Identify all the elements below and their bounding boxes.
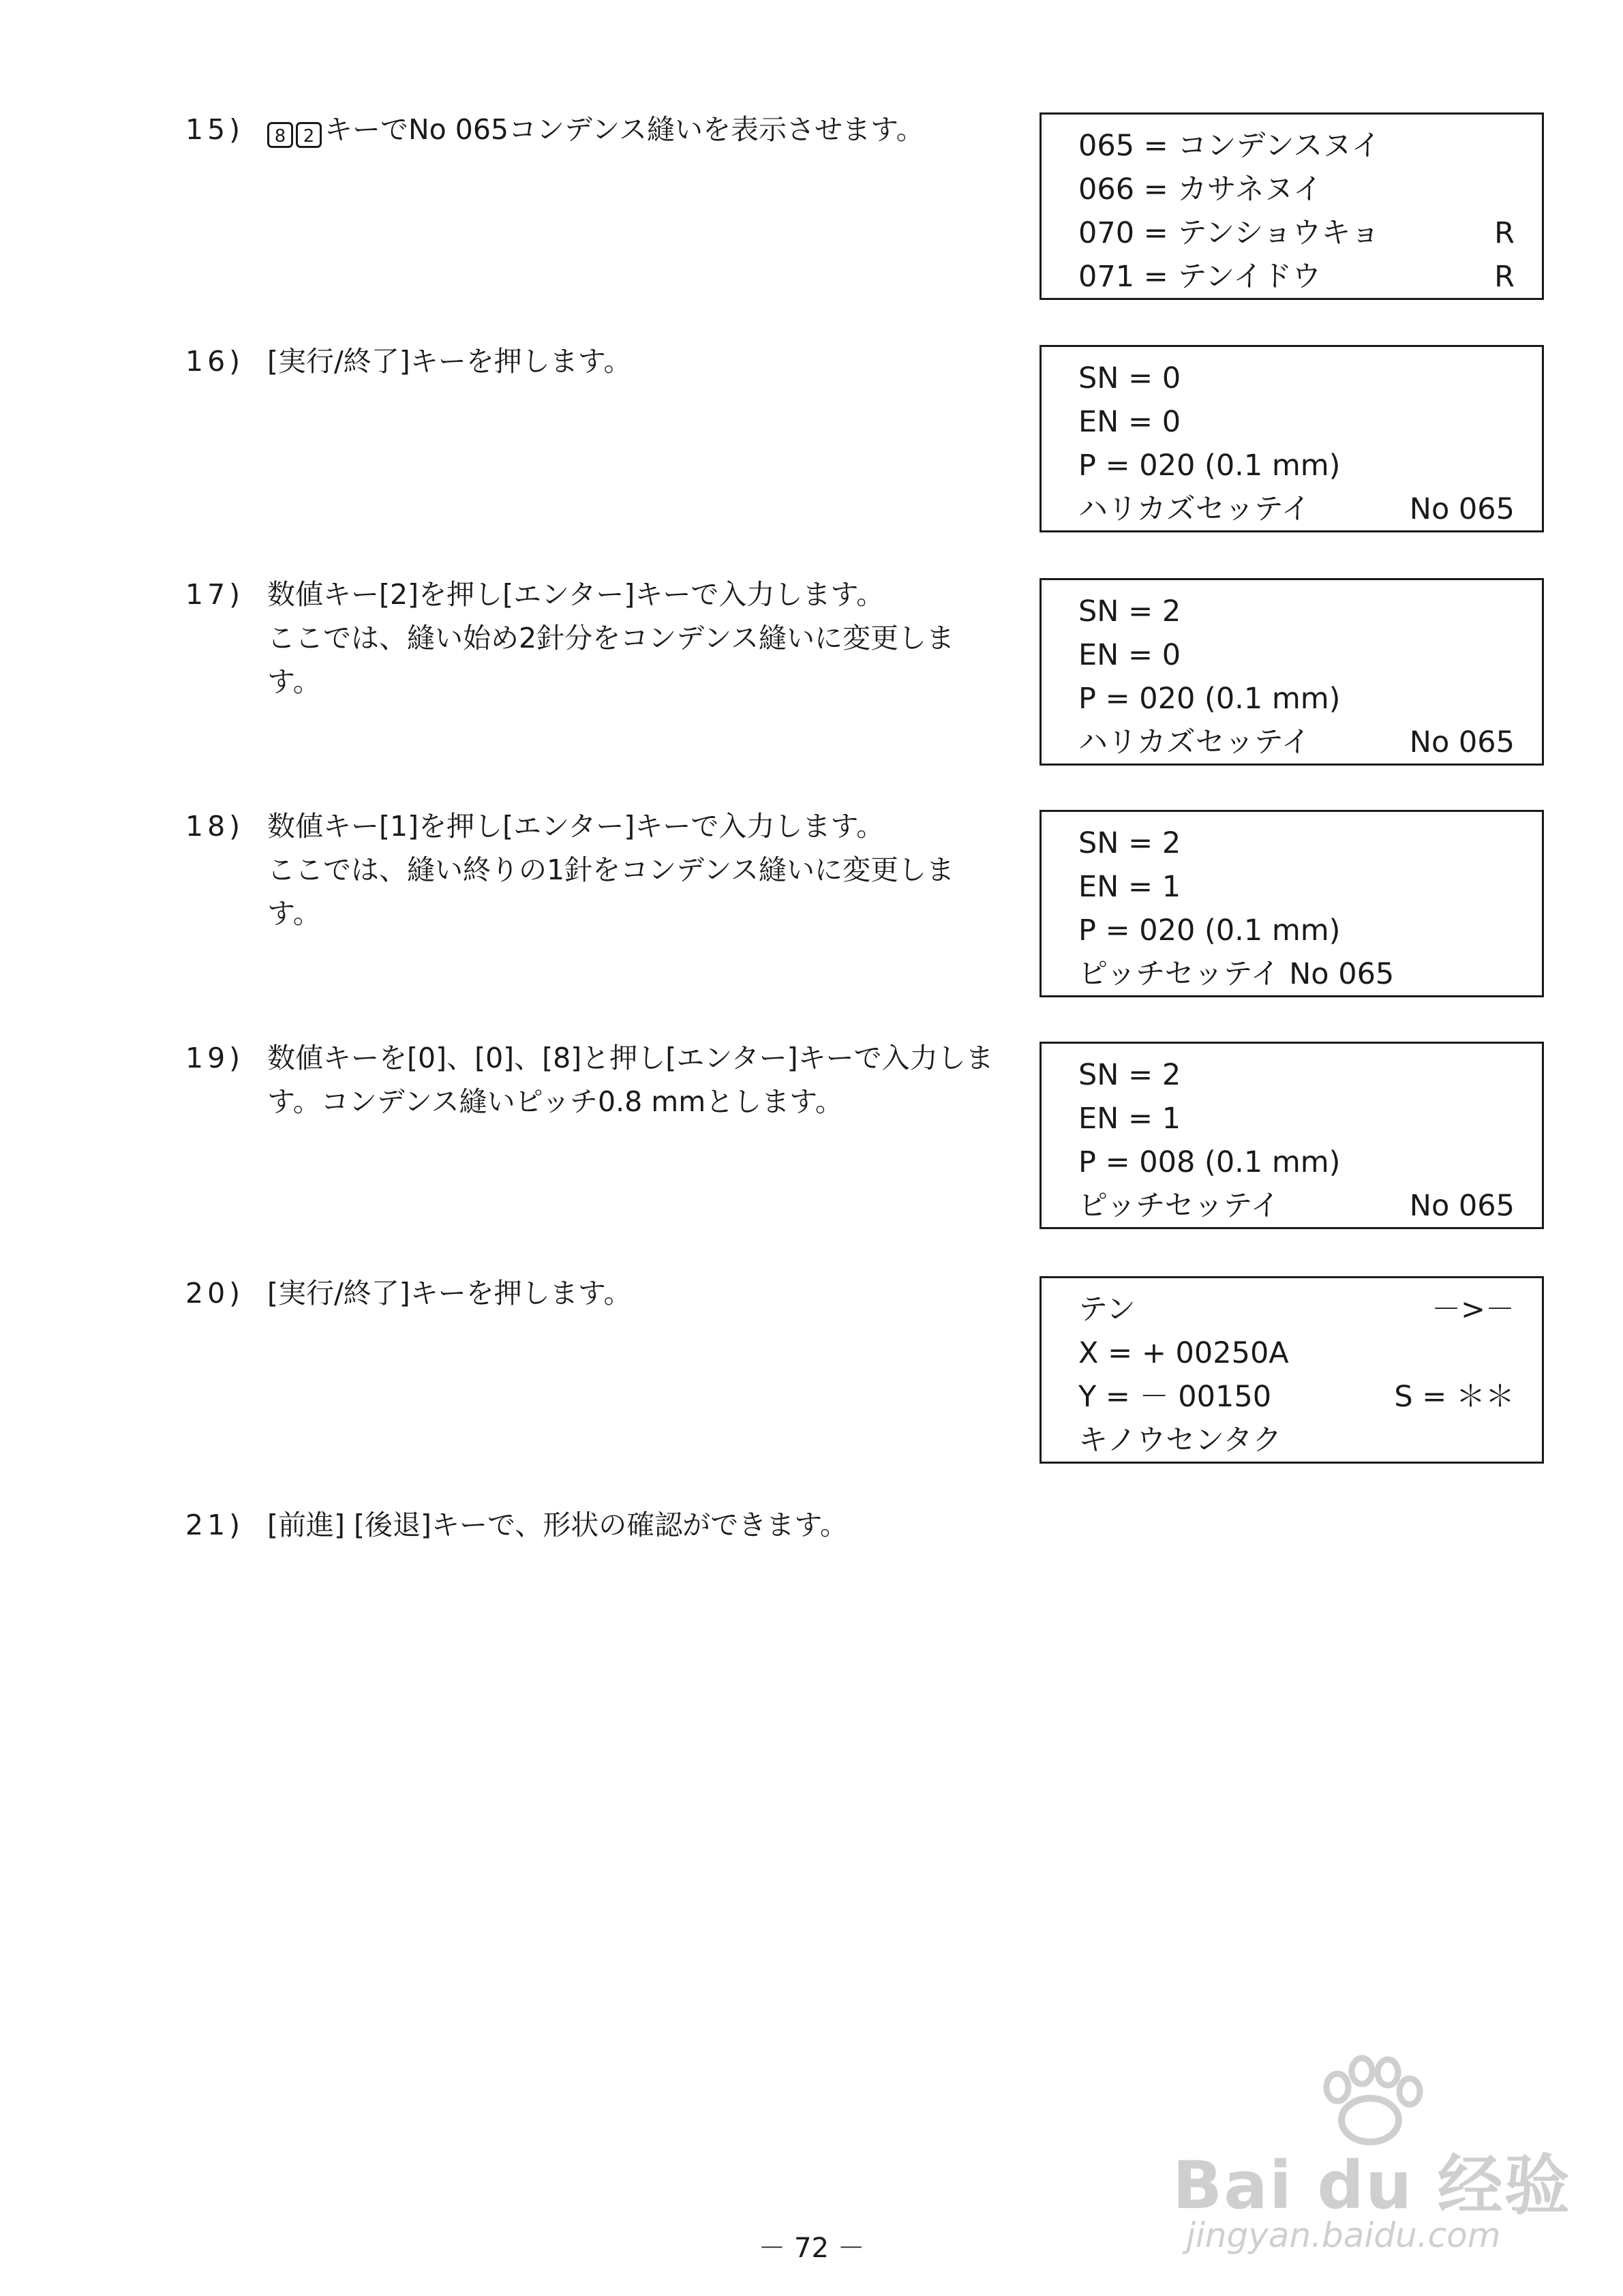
step-text: [実行/終了]キーを押します。 [267, 1277, 632, 1310]
lcd-row [1078, 952, 1515, 996]
watermark-brand: Bai du 经验 [1172, 2147, 1571, 2224]
lcd-row [1078, 1053, 1515, 1097]
lcd-row [1078, 1184, 1515, 1228]
lcd-row [1078, 1141, 1515, 1184]
lcd-text: ピッチセッテイ No 065 [1078, 957, 1395, 991]
lcd-right-text: S = ＊＊ [1394, 1380, 1515, 1414]
step-text: 数値キー[2]を押し[エンター]キーで入力します。 [267, 578, 885, 611]
lcd-row [1078, 357, 1515, 400]
lcd-text: X = + 00250A [1078, 1336, 1289, 1370]
key-8-icon: 8 [267, 122, 293, 148]
lcd-right-text: R [1494, 260, 1515, 294]
lcd-display-15 [1040, 112, 1544, 300]
step-15 [185, 108, 1014, 151]
lcd-row [1078, 1097, 1515, 1141]
lcd-text: 071 = テンイドウ [1078, 260, 1322, 294]
lcd-display-17 [1040, 578, 1544, 766]
step-number: 20) [185, 1277, 245, 1310]
step-20 [185, 1271, 1014, 1315]
lcd-text: SN = 2 [1078, 1058, 1181, 1092]
lcd-row [1078, 865, 1515, 909]
step-text: [実行/終了]キーを押します。 [267, 345, 632, 378]
step-16 [185, 339, 1014, 383]
step-number: 17) [185, 578, 245, 611]
lcd-text: キノウセンタク [1078, 1423, 1282, 1457]
lcd-right-text: No 065 [1409, 1189, 1515, 1223]
lcd-text: SN = 2 [1078, 826, 1181, 860]
lcd-text: P = 020 (0.1 mm) [1078, 913, 1341, 948]
step-text: [前進] [後退]キーで、形状の確認ができます。 [267, 1509, 848, 1541]
lcd-text: P = 008 (0.1 mm) [1078, 1145, 1341, 1179]
lcd-row [1078, 400, 1515, 444]
lcd-text: SN = 0 [1078, 361, 1181, 395]
lcd-text: ピッチセッテイ [1078, 1189, 1280, 1223]
page-number: － 72 － [758, 2233, 865, 2264]
lcd-display-19 [1040, 1042, 1544, 1229]
lcd-text: Y = － 00150 [1078, 1380, 1272, 1414]
lcd-text: EN = 1 [1078, 1102, 1181, 1136]
step-number: 19) [185, 1042, 245, 1074]
lcd-display-18 [1040, 810, 1544, 997]
step-19 [185, 1036, 1014, 1123]
lcd-display-20 [1040, 1276, 1544, 1464]
lcd-row [1078, 909, 1515, 952]
lcd-row [1078, 1419, 1515, 1462]
lcd-text: ハリカズセッテイ [1078, 492, 1311, 526]
lcd-row [1078, 1288, 1515, 1331]
step-note: す。 [267, 665, 321, 698]
lcd-row [1078, 124, 1515, 168]
lcd-text: EN = 0 [1078, 405, 1181, 439]
key-2-icon: 2 [296, 122, 322, 148]
lcd-text: 066 = カサネヌイ [1078, 172, 1322, 207]
lcd-text: EN = 0 [1078, 638, 1181, 672]
step-text: キーでNo 065コンデンス縫いを表示させます。 [324, 113, 924, 146]
lcd-right-text: R [1494, 216, 1515, 250]
lcd-text: テン [1078, 1293, 1136, 1327]
lcd-row [1078, 487, 1515, 531]
lcd-text: 070 = テンショウキョ [1078, 216, 1380, 250]
step-note: す。コンデンス縫いピッチ0.8 mmとします。 [267, 1085, 843, 1118]
lcd-row [1078, 1331, 1515, 1375]
step-note: ここでは、縫い始め2針分をコンデンス縫いに変更しま [267, 622, 955, 654]
step-17 [185, 573, 1014, 704]
lcd-display-16 [1040, 345, 1544, 532]
lcd-text: P = 020 (0.1 mm) [1078, 682, 1341, 716]
lcd-row [1078, 1375, 1515, 1419]
step-note: す。 [267, 897, 321, 930]
watermark-url: jingyan.baidu.com [1186, 2216, 1501, 2255]
step-21 [185, 1503, 1014, 1547]
step-note: ここでは、縫い終りの1針をコンデンス縫いに変更しま [267, 854, 955, 886]
step-number: 18) [185, 810, 245, 843]
lcd-right-text: No 065 [1409, 492, 1515, 526]
lcd-right-text: －>－ [1431, 1293, 1515, 1327]
lcd-text: P = 020 (0.1 mm) [1078, 449, 1341, 483]
lcd-row [1078, 633, 1515, 677]
lcd-row [1078, 590, 1515, 633]
step-text: 数値キーを[0]、[0]、[8]と押し[エンター]キーで入力しま [267, 1042, 994, 1074]
lcd-row [1078, 721, 1515, 764]
lcd-row [1078, 255, 1515, 299]
lcd-text: EN = 1 [1078, 870, 1181, 904]
step-text: 数値キー[1]を押し[エンター]キーで入力します。 [267, 810, 885, 843]
lcd-row [1078, 211, 1515, 255]
baidu-watermark [1159, 2052, 1571, 2256]
step-number: 15) [185, 113, 245, 146]
lcd-row [1078, 444, 1515, 487]
lcd-right-text: No 065 [1409, 725, 1515, 759]
lcd-text: SN = 2 [1078, 594, 1181, 629]
step-number: 16) [185, 345, 245, 378]
lcd-row [1078, 168, 1515, 211]
step-number: 21) [185, 1509, 245, 1541]
paw-icon [1302, 2052, 1438, 2147]
step-18 [185, 804, 1014, 935]
lcd-row [1078, 821, 1515, 865]
lcd-row [1078, 677, 1515, 721]
lcd-text: 065 = コンデンスヌイ [1078, 129, 1381, 163]
lcd-text: ハリカズセッテイ [1078, 725, 1311, 759]
